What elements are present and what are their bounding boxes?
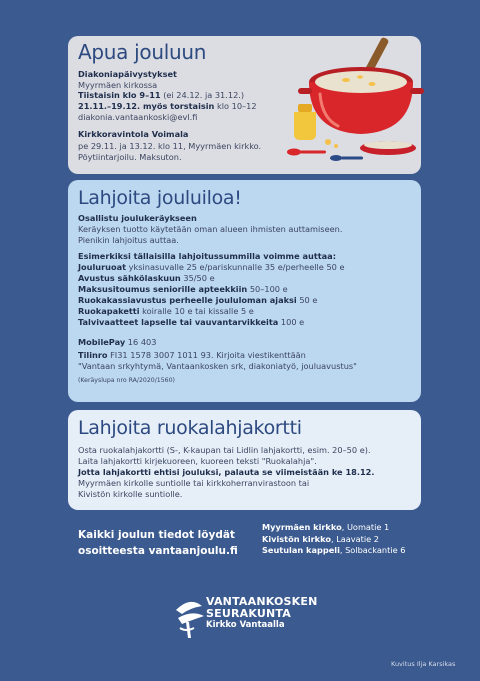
mobilepay-number: 16 403 [125,337,157,347]
diakonia-place: Myyrmäen kirkossa [78,80,158,90]
example-item-amount: 50–100 e [247,284,288,294]
example-item-name: Ruokakassiavustus perheelle joululoman ajaksi [78,295,297,305]
giftcard-deadline: Jotta lahjakortti ehtisi jouluksi, palauta se viimeistään ke 18.12. [78,467,375,477]
voimala-line-1: pe 29.11. ja 13.12. klo 11, Myyrmäen kirkko. [78,141,262,151]
church-name: Myyrmäen kirkko [262,522,342,532]
church-address: , Solbackantie 6 [339,545,406,555]
church-address: , Laavatie 2 [330,533,379,544]
example-item [78,284,288,294]
giftcard-line-4: Myyrmäen kirkolle suntiolle tai kirkkoherranvirastoon tai [78,478,310,488]
giftcard-line-1: Osta ruokalahjakortti (S-, K-kaupan tai Lidlin lahjakortti, esim. 20–50 e). [78,445,371,455]
giftcard-card [68,410,421,510]
help-card [68,36,421,174]
logo-text [206,596,318,631]
hours-1-bold: Tiistaisin klo 9–11 [78,90,161,100]
example-item-name: Ruokapaketti [78,306,140,316]
hours-2-rest: klo 10–12 [214,101,257,111]
example-item-name: Talvivaatteet lapselle tai vauvantarvikkeita [78,317,279,327]
church-item [262,522,405,534]
hours-2-bold: 21.11.–19.12. myös torstaisin [78,101,215,111]
example-item-amount: 50 e [296,295,318,305]
voimala-line-2: Pöytiintarjoilu. Maksuton. [78,152,182,162]
mobilepay-line [78,337,156,347]
hours-1-rest: (ei 24.12. ja 31.12.) [160,90,245,100]
church-name: Seutulan kappeli [262,545,340,555]
logo-line-2: SEURAKUNTA [206,607,291,620]
help-title: Apua jouluun [78,40,207,64]
collect-line-2: Pienikin lahjoitus auttaa. [78,235,179,245]
church-list [262,522,405,557]
church-item [262,534,405,546]
footer-info-line-2[interactable]: osoitteesta vantaanjoulu.fi [78,545,238,557]
example-item [78,262,345,272]
account-label: Tilinro [78,350,108,360]
example-item-amount: yksinasuvalle 25 e/pariskunnalle 35 e/perheelle 50 e [126,262,345,272]
giftcard-line-2: Laita lahjakortti kirjekuoreen, kuoreen teksti "Ruokalahja". [78,456,317,466]
collect-heading: Osallistu joulukeräykseen [78,213,197,223]
diakonia-hours-1 [78,90,244,100]
diakonia-hours-2 [78,101,257,111]
collect-line-1: Keräyksen tuotto käytetään oman alueen ihmisten auttamiseen. [78,224,343,234]
permit-number: (Keräyslupa nro RA/2020/1560) [78,377,175,384]
soup-pot-illustration [276,30,424,170]
example-item [78,273,215,283]
logo-line-3: Kirkko Vantaalla [206,620,285,630]
logo-line-1: VANTAANKOSKEN [206,595,318,608]
examples-heading: Esimerkiksi tällaisilla lahjoitussummilla voimme auttaa: [78,251,336,261]
mobilepay-label: MobilePay [78,337,126,347]
diakonia-heading: Diakoniapäivystykset [78,69,177,79]
giftcard-title: Lahjoita ruokalahjakortti [78,417,302,439]
parish-logo [172,596,322,642]
donate-title: Lahjoita jouluiloa! [78,187,242,209]
church-name: Kivistön kirkko [262,533,331,544]
example-item-name: Jouluruoat [78,262,127,272]
example-item [78,317,304,327]
account-line [78,350,306,360]
account-number: FI31 1578 3007 1011 93. Kirjoita viestikenttään [107,350,306,360]
footer-info-line-1: Kaikki joulun tiedot löydät [78,529,235,541]
giftcard-line-5: Kivistön kirkolle suntiolle. [78,489,183,499]
church-item [262,545,405,557]
example-item [78,306,254,316]
account-message: "Vantaan srkyhtymä, Vantaankosken srk, diakoniatyö, jouluavustus" [78,361,357,371]
example-item-name: Avustus sähkölaskuun [78,273,181,283]
church-address: , Uomatie 1 [341,522,390,532]
footer-info [78,527,238,559]
illustration-credit: Kuvitus Ilja Karsikas [391,660,456,668]
voimala-heading: Kirkkoravintola Voimala [78,129,189,139]
example-item-amount: 100 e [278,317,305,327]
example-item-amount: koiralle 10 e tai kissalle 5 e [139,306,254,316]
example-item [78,295,317,305]
diakonia-email[interactable]: diakonia.vantaankoski@evl.fi [78,112,198,122]
example-item-amount: 35/50 e [180,273,215,283]
example-item-name: Maksusitoumus seniorille apteekkiin [78,284,248,294]
donate-card [68,180,421,402]
fish-cross-icon [172,596,206,640]
